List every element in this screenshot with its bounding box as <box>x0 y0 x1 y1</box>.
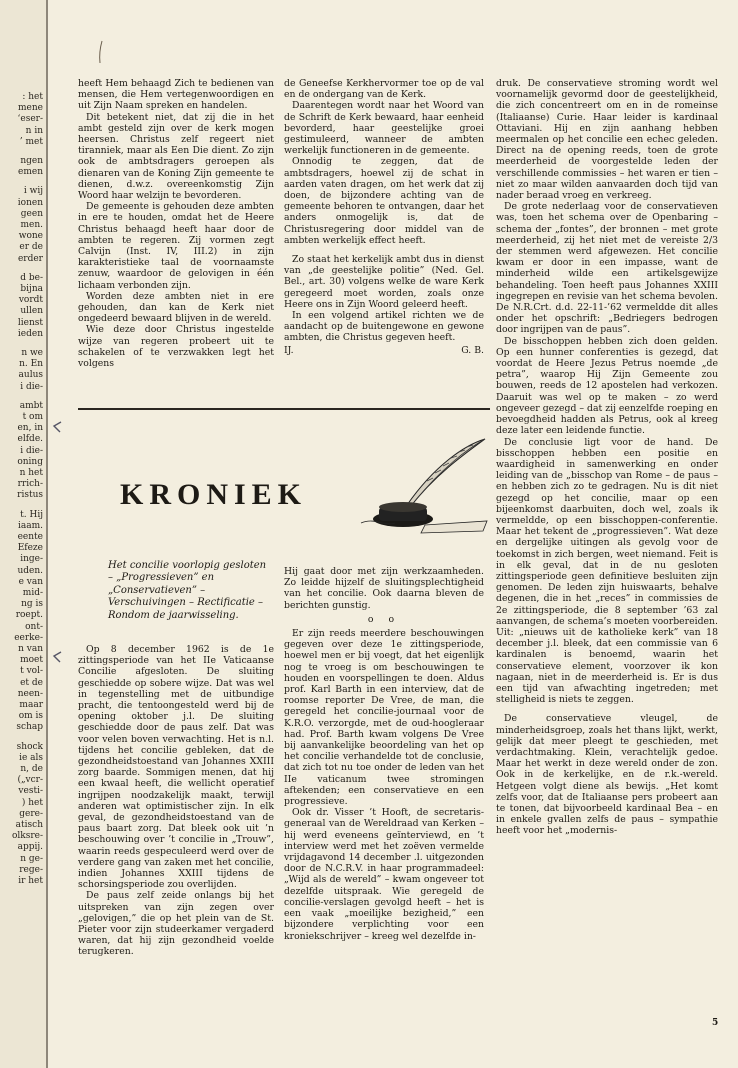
signature-right: G. B. <box>461 344 484 356</box>
paragraph: Onnodig te zeggen, dat de ambtsdragers, hoewel zij de schat in aarden vaten dragen, om het werk dat zij doen, de bijzondere achting van de gemeente behoren te ontvangen, daar het anders onmogelijk is, dat de Christusregering door middel van de ambten werkelijk effect heeft. <box>284 156 484 246</box>
previous-page-fragment: geen <box>20 208 43 219</box>
paragraph: De grote nederlaag voor de conservatieven was, toen het schema over de Openbaring – schema der „fontes”, der bronnen – met grote meerderheid, zij het niet met de vereiste 2/3 der stemmen werd afgewezen. Het concilie kwam er door in een impasse, want de minderheid wilde een artikelsgewijze behandeling. Toen heeft paus Johannes XXIII ingegrepen en revisie van het schema bevolen. De N.R.Crt. d.d. 22-11-’62 vermeldde dit alles onder het opschrift: „Bedriegers bedrogen door ingrijpen van de paus”. <box>496 201 718 336</box>
section-separator-dots: o o <box>367 613 401 625</box>
previous-page-fragment: elfde. <box>17 434 43 445</box>
paragraph: Daarentegen wordt naar het Woord van de Schrift de Kerk bewaard, haar eenheid bevorderd, haar geestelijke groei gestimuleerd, wanneer de ambten werkelijk functioneren in de gemeente. <box>284 100 484 157</box>
page-number: 5 <box>712 1018 719 1028</box>
paragraph: De paus zelf zeide onlangs bij het uitspreken van zijn zegen over „gelovigen,” die op het plein van de St. Pieter voor zijn studeerkamer vergaderd waren, dat hij zijn gezondheid voelde terugkeren. <box>78 890 274 958</box>
previous-page-fragment: i die- <box>20 445 43 456</box>
paragraph: In een volgend artikel richten we de aandacht op de buitengewone en gewone ambten, die Christus gegeven heeft. <box>284 310 484 344</box>
paragraph: De gemeente is gehouden deze ambten in ere te houden, omdat het de Heere Christus behaagd heeft haar door de ambten te regeren. Zij vormen zegt Calvijn (Inst. IV, III.2) in zijn karakteristieke taal de voornaamste zenuw, waardoor de gelovigen in één lichaam verbonden zijn. <box>78 201 274 291</box>
previous-page-fragment: bijna <box>20 284 43 294</box>
previous-page-fragment: n van <box>18 644 43 654</box>
previous-page-fragment: n in <box>25 125 43 136</box>
previous-page-fragment: ionen <box>17 197 43 208</box>
previous-page-fragment: : het <box>22 92 43 102</box>
previous-page-fragment: i wij <box>23 186 43 197</box>
paragraph: Wie deze door Christus ingestelde wijze van regeren probeert uit te schakelen of te verzwakken legt het volgens <box>78 324 274 370</box>
previous-page-fragment: ir het <box>18 876 43 886</box>
paragraph: druk. De conservatieve stroming wordt wel voornamelijk gevormd door de geestelijkheid, die zich concentreert om en in de romeinse (Italiaanse) Curie. Haar leider is kardinaal Ottaviani. Hij en zijn aanhang hebben meermalen op het concilie een echec geleden. Direct na de opening reeds, toen de grote meerderheid de voorgestelde leden der verschillende commissies – het waren er tien – niet zo maar wilden aanvaarden doch tijd van nader beraad vroeg en verkreeg. <box>496 78 718 202</box>
previous-page-fragment: t. Hij <box>20 509 43 520</box>
previous-page-fragment: ullen <box>20 306 43 317</box>
bottom-middle-column <box>284 566 484 942</box>
previous-page-fragment: inge- <box>20 554 43 565</box>
previous-page-fragment: n het <box>19 468 43 478</box>
previous-page-fragment: Efeze <box>17 543 43 554</box>
previous-page-fragment: aulus <box>18 370 43 381</box>
previous-page-fragment: rege- <box>19 864 43 875</box>
previous-page-fragment: appij. <box>17 842 43 853</box>
paragraph: Dit betekent niet, dat zij die in het ambt gesteld zijn over de kerk mogen heersen. Christus zelf regeert niet tiranniek, maar als Een Die dient. Zo zijn ook de ambtsdragers geroepen als dienaren van de Koning Zijn gemeente te dienen, d.w.z. overeenkomstig Zijn Woord haar welzijn te bevorderen. <box>78 111 274 202</box>
previous-page-fragment: lienst <box>17 317 43 328</box>
section-subtitle-block <box>108 560 274 622</box>
paragraph: Er zijn reeds meerdere beschouwingen gegeven over deze 1e zittingsperiode, hoewel men er bij voegt, dat het eigenlijk nog te vroeg is om beschouwingen te houden en voorspellingen te doen. Aldus prof. Karl Barth in een interview, dat de roomse reporter De Vree, de man, die geregeld het concilie-journaal voor de K.R.O. verzorgde, met de oud-hoogleraar had. Prof. Barth kwam volgens De Vree bij aanvankelijke beoordeling van het op het concilie verhandelde tot de conclusie, dat zich tot nu toe onder de leden van het IIe vaticanum twee stromingen aftekenden; een conservatieve en een progressieve. <box>284 628 484 808</box>
previous-page-fragment: t om <box>22 412 43 422</box>
top-middle-column <box>284 78 484 356</box>
spacer <box>496 705 718 713</box>
top-left-column <box>78 78 274 369</box>
section-subtitle: Het concilie voorlopig gesloten – „Progressieven” en „Conservatieven” – Verschuivingen – Rectificatie – Rondom de jaarwisseling. <box>108 560 267 621</box>
previous-page-fragment: ) het <box>21 797 43 808</box>
previous-page-fragment: neen- <box>17 688 43 699</box>
paragraph: Hij gaat door met zijn werkzaamheden. Zo leidde hijzelf de sluitingsplechtigheid van het concilie. Ook daarna bleven de berichten gunstig. <box>284 566 484 611</box>
previous-page-fragment: mid- <box>22 588 43 598</box>
paragraph: heeft Hem behaagd Zich te bedienen van mensen, die Hem vertegenwoordigen en uit Zijn Naam spreken en handelen. <box>78 78 274 112</box>
previous-page-fragment: erder <box>17 253 43 264</box>
previous-page-fragment: emen <box>18 167 43 178</box>
previous-page-fragment: schap <box>16 722 43 733</box>
quill-and-inkwell-illustration <box>355 435 491 535</box>
previous-page-fragment: vesti- <box>18 786 43 797</box>
previous-page-fragment: om is <box>18 711 43 722</box>
right-column <box>496 78 718 837</box>
previous-page-fragment: e van <box>18 576 43 587</box>
previous-page-fragment: („vcr- <box>17 775 43 786</box>
spacer <box>284 246 484 254</box>
signature-line <box>284 345 484 356</box>
previous-page-fragment: i die- <box>20 381 43 392</box>
paragraph: De bisschoppen hebben zich doen gelden. Op een hunner conferenties is gezegd, dat voordat de Heere Jezus Petrus noemde „de petra”, waarop Hij Zijn Gemeente zou bouwen, reeds de 12 apostelen had verkozen. Daaruit was wel op te maken – zo werd ongeveer gezegd – dat zij eenzelfde roeping en bevoegdheid hadden als Petrus, ook al kreeg deze later een leidende functie. <box>496 335 718 437</box>
bottom-left-column <box>78 644 274 958</box>
previous-page-fragment: n. En <box>19 359 43 370</box>
binding-hole-mark <box>52 648 62 660</box>
previous-page-fragment: moet <box>20 655 43 666</box>
previous-page-fragment: en, in <box>17 423 43 434</box>
previous-page-fragment: ng is <box>21 599 43 610</box>
paragraph: De conclusie ligt voor de hand. De bisschoppen hebben een positie en waardigheid in samenwerking en onder leiding van de „bisschop van Rome – de paus – en hebben zich zo te gedragen. Nu is dit niet gezegd op het concilie, maar op een bijeenkomst daarbuiten, doch wel, zoals ik vermeldde, op een bisschoppen-conferentie. Maar het tekent de „progressieven”. Wat deze en dergelijke uitingen als gevolg voor de toekomst in zich bergen, weet niemand. Feit is in elk geval, dat in de nu gesloten zittingsperiode geen definitieve besluiten zijn genomen. De leden zijn huiswaarts, behalve degenen, die in het „reces” in commissies de 2e zittingsperiode, die 8 september ’63 zal aanvangen, de schema’s moeten voorbereiden. Uit: „nieuws uit de katholieke kerk” van 18 december j.l. bleek, dat een commissie van 6 kardinalen is benoemd, waarin het conservatieve element, voorzover ik kon nagaan, niet in de meerderheid is. Er is dus een tijd van afwachting ingetreden; met stelligheid is niets te zeggen. <box>496 436 718 706</box>
previous-page-fragment: shock <box>16 741 43 752</box>
previous-page-fragment: iaam. <box>17 520 43 531</box>
previous-page-fragment: uden. <box>17 565 43 576</box>
previous-page-fragment: n, de <box>20 764 43 774</box>
previous-page-fragment: n ge- <box>20 853 43 864</box>
previous-page-fragment: oning <box>17 456 43 467</box>
previous-page-fragment: eerke- <box>14 632 43 643</box>
previous-page-fragment: roept. <box>15 610 43 621</box>
previous-page-fragment: er de <box>19 242 43 253</box>
previous-page-fragment: t vol- <box>20 666 43 677</box>
previous-page-fragment: ambt <box>19 400 43 411</box>
section-heading: KRONIEK <box>120 478 308 511</box>
paragraph: de Geneefse Kerkhervormer toe op de val en de ondergang van de Kerk. <box>284 78 484 101</box>
paragraph: De conservatieve vleugel, de minderheidsgroep, zoals het thans lijkt, werkt, gelijk dat meer pleegt te geschieden, met verdachtmaking. Klein, verachtelijk gedoe. Maar het werkt in deze wereld onder de zon. Ook in de kerkelijke, en de r.k.-wereld. Hetgeen volgt diene als bewijs. „Het komt zelfs voor, dat de Italiaanse pers probeert aan te tonen, dat bijvoorbeeld kardinaal Bea – en in enkele gvallen zelfs de paus – sympathie heeft voor het „modernis- <box>496 713 718 837</box>
paragraph: Zo staat het kerkelijk ambt dus in dienst van „de geestelijke politie” (Ned. Gel. Bel., art. 30) volgens welke de ware Kerk geregeerd moet worden, zoals onze Heere ons in Zijn Woord geleerd heeft. <box>284 254 484 310</box>
previous-page-fragment: vordt <box>18 295 43 306</box>
previous-page-fragment: gere- <box>19 808 43 819</box>
previous-page-fragment: ngen <box>20 156 43 166</box>
paragraph: Worden deze ambten niet in ere gehouden, dan kan de Kerk niet ongedeerd bewaard blijven in de wereld. <box>78 290 274 325</box>
previous-page-fragment: ie als <box>19 752 43 763</box>
previous-page-fragment: eente <box>17 532 43 542</box>
paragraph: Ook dr. Visser ’t Hooft, de secretaris-generaal van de Wereldraad van Kerken – hij werd eveneens geïnterviewd, en ’t interview werd met het zoëven vermelde vrijdagavond 14 december .l. uitgezonden door de N.C.R.V. in haar programmadeel: „Wijd als de wereld” – kwam ongeveer tot dezelfde uitspraak. Wie geregeld de concilie-verslagen gevolgd heeft – het is een vaak „moeilijke bezigheid,” een bijzondere verplichting voor een kroniekschrijver – kreeg wel dezelfde in- <box>284 807 484 942</box>
previous-page-fragment: rrich- <box>17 479 43 490</box>
previous-page-fragment: maar <box>19 700 43 710</box>
previous-page-fragment: mene <box>18 103 43 114</box>
signature-left: IJ. <box>284 344 294 356</box>
previous-page-fragment: men. <box>20 220 43 230</box>
previous-page-fragment: ’ met <box>19 136 43 147</box>
previous-page-fragment: d be- <box>20 272 43 283</box>
pen-mark <box>96 40 106 64</box>
previous-page-fragment: olksre- <box>11 831 43 842</box>
binding-hole-mark <box>52 418 62 430</box>
previous-page-edge <box>0 0 48 1068</box>
paragraph: Op 8 december 1962 is de 1e zittingsperiode van het IIe Vaticaanse Concilie afgesloten. De sluiting geschiedde op sobere wijze. Dat was wel in tegenstelling met de uitbundige pracht, die tentoongesteld werd bij de opening oktober j.l. De sluiting geschiedde door de paus zelf. Dat was voor velen boven verwachting. Het is n.l. tijdens het concilie gebleken, dat de gezondheidstoestand van Johannes XXIII zorg baarde. Sommigen menen, dat hij een kwaal heeft, die wellicht operatief ingrijpen noodzakelijk maakt, terwijl anderen wat optimistischer zijn. In elk geval, de gezondheidstoestand van de paus baart zorg. Dat bleek ook uit ’n beschouwing over ’t concilie in „Trouw”, waarin reeds gespeculeerd werd over de verdere gang van zaken met het concilie, indien Johannes XXIII tijdens de schorsingsperiode zou overlijden. <box>78 644 274 891</box>
previous-page-fragment: ont- <box>25 621 43 632</box>
previous-page-fragment: wone <box>18 231 43 242</box>
previous-page-fragment: atisch <box>15 820 43 830</box>
previous-page-fragment: n we <box>21 348 43 358</box>
previous-page-fragment: ristus <box>17 490 43 501</box>
previous-page-fragment: et de <box>20 677 43 688</box>
previous-page-fragment: ieden <box>17 328 43 339</box>
section-divider <box>78 408 490 410</box>
previous-page-fragment: ‘eser- <box>17 114 43 125</box>
